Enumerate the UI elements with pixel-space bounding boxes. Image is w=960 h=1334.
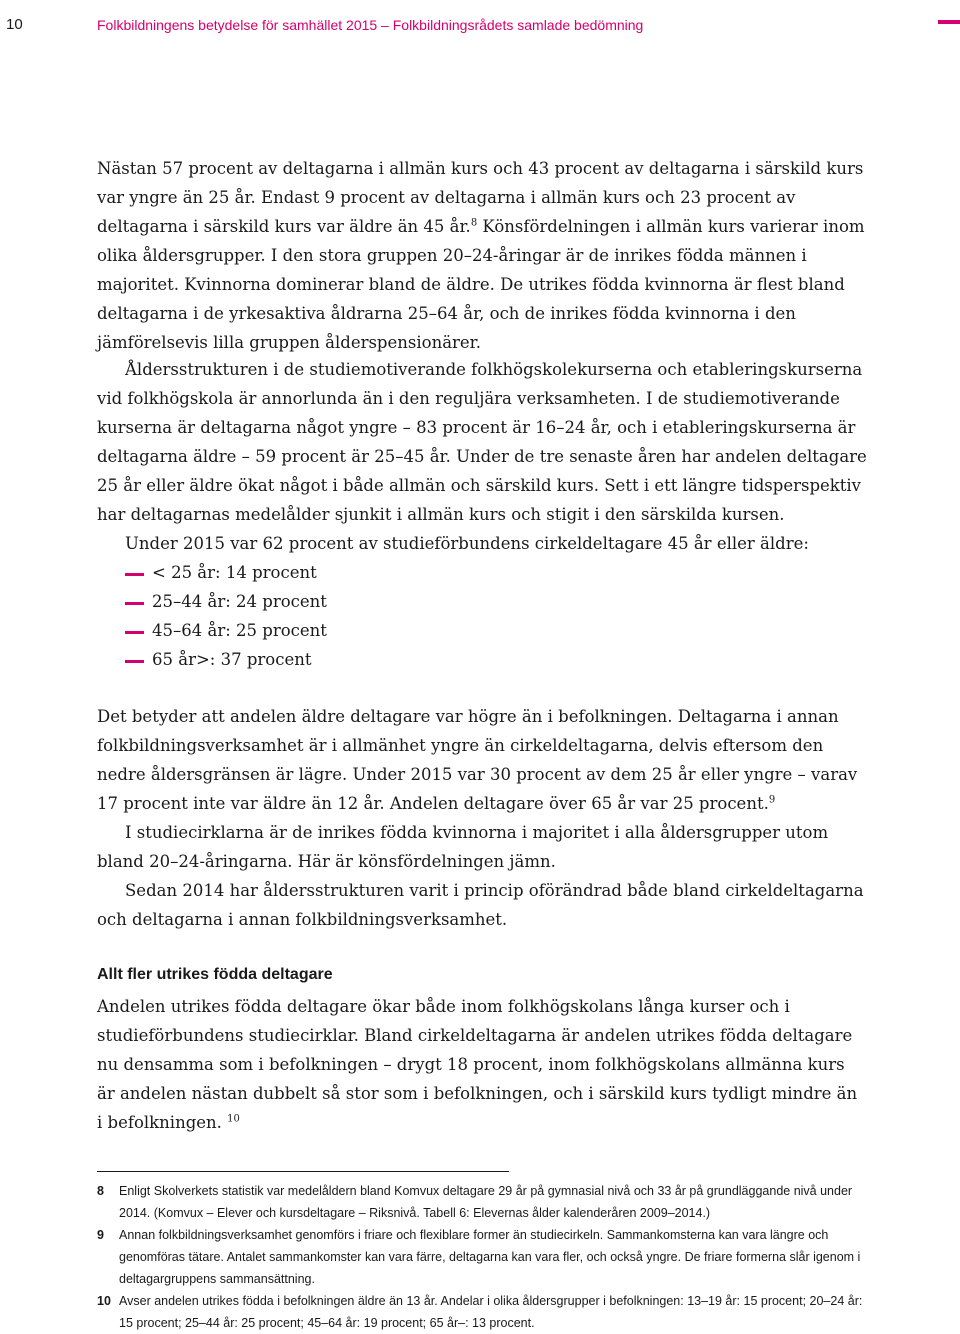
paragraph-text: Könsfördelningen i allmän kurs varierar inom olika åldersgrupper. I den stora gruppen 20–24-åringar är de inrikes födda männen i majoritet. Kvinnorna dominerar bland de äldre. De utrikes födda kvinnorna är flest bland deltagarna i de yrkesaktiva åldrarna 25–64 år, och de inrikes födda kvinnorna i den jämförelsevis lilla gruppen ålderspensionärer. bbox=[97, 217, 865, 352]
footnote-8 bbox=[97, 1180, 867, 1224]
list-item bbox=[125, 645, 327, 674]
dash-bullet-icon bbox=[125, 602, 144, 605]
paragraph-study-circles: I studiecirklarna är de inrikes födda kvinnorna i majoritet i alla åldersgrupper utom bland 20–24-åringarna. Här är könsfördelningen jämn. bbox=[97, 823, 829, 871]
paragraph-unchanged-structure: Sedan 2014 har åldersstrukturen varit i princip oförändrad både bland cirkeldeltagarna och deltagarna i annan folkbildningsverksamhet. bbox=[97, 881, 864, 929]
list-item-text: < 25 år: 14 procent bbox=[152, 563, 317, 582]
footnote-text: Annan folkbildningsverksamhet genomförs i friare och flexiblare former än studiecirkeln. Sammankomsterna kan vara längre och genomföras tätare. Antalet sammankomster kan vara färre, deltagarna kan vara fler, och också yngre. De friare formerna slår igenom i deltagargruppens sammansättning. bbox=[119, 1228, 861, 1286]
footnote-number: 10 bbox=[97, 1294, 111, 1308]
dash-bullet-icon bbox=[125, 631, 144, 634]
page-header bbox=[0, 0, 960, 50]
page-number: 10 bbox=[6, 16, 23, 33]
paragraph-age-distribution bbox=[97, 154, 867, 357]
list-item bbox=[125, 616, 327, 645]
footnote-number: 9 bbox=[97, 1228, 104, 1242]
footnote-ref-8[interactable]: 8 bbox=[470, 217, 478, 229]
footnote-number: 8 bbox=[97, 1184, 104, 1198]
footnote-text: Enligt Skolverkets statistik var medelåldern bland Komvux deltagare 29 år på gymnasial nivå och 33 år på grundläggande nivå under 2014. (Komvux – Elever och kursdeltagare – Riksnivå. Tabell 6: Elevernas ålder kalenderåren 2009–2014.) bbox=[119, 1184, 853, 1220]
paragraph-text: Nästan 57 procent av deltagarna i allmän kurs och 43 procent av deltagarna i särskild kurs var yngre än 25 år. Endast 9 procent av deltagarna i allmän kurs och 23 procent av deltagarna i särskild kurs var äldre än 45 år. bbox=[97, 159, 864, 236]
footnote-ref-10[interactable]: 10 bbox=[227, 1113, 240, 1125]
dash-bullet-icon bbox=[125, 660, 144, 663]
footnote-9 bbox=[97, 1224, 867, 1290]
footnote-10 bbox=[97, 1290, 867, 1334]
footnote-text: Avser andelen utrikes födda i befolkningen äldre än 13 år. Andelar i olika åldersgrupper i befolkningen: 13–19 år: 15 procent; 20–24 år: 15 procent; 25–44 år: 25 procent; 45–64 år: 19 procent; 65 år–: 13 procent. bbox=[119, 1294, 863, 1330]
paragraph-foreign-born bbox=[97, 992, 867, 1137]
age-group-list bbox=[125, 558, 327, 674]
dash-bullet-icon bbox=[125, 573, 144, 576]
paragraph-text: Andelen utrikes födda deltagare ökar både inom folkhögskolans långa kurser och i studieförbundens studiecirklar. Bland cirkeldeltagarna är andelen utrikes födda deltagare nu densamma som i befolkningen – drygt 18 procent, inom folkhögskolans allmänna kurs är andelen nästan dubbelt så stor som i befolkningen, och i särskild kurs tydligt mindre än i befolkningen. bbox=[97, 997, 858, 1132]
list-item bbox=[125, 558, 327, 587]
running-title: Folkbildningens betydelse för samhället 2015 – Folkbildningsrådets samlade bedömning bbox=[97, 17, 644, 33]
list-item bbox=[125, 587, 327, 616]
section-heading: Allt fler utrikes födda deltagare bbox=[97, 966, 333, 983]
paragraph-text: Det betyder att andelen äldre deltagare var högre än i befolkningen. Deltagarna i annan folkbildningsverksamhet är i allmänhet yngre än cirkeldeltagarna, delvis eftersom den nedre åldersgränsen är lägre. Under 2015 var 30 procent av dem 25 år eller yngre – varav 17 procent inte var äldre än 12 år. Andelen deltagare över 65 år var 25 procent. bbox=[97, 707, 858, 813]
footnote-ref-9[interactable]: 9 bbox=[768, 794, 776, 806]
paragraph-age-structure: Åldersstrukturen i de studiemotiverande folkhögskolekurserna och etableringskurserna vid folkhögskola är annorlunda än i den reguljära verksamheten. I de studiemotiverande kurserna är deltagarna något yngre – 83 procent är 16–24 år, och i etableringskurserna är deltagarna äldre – 59 procent är 25–45 år. Under de tre senaste åren har andelen deltagare 25 år eller äldre ökat något i både allmän och särskild kurs. Sett i ett längre tidsperspektiv har deltagarnas medelålder sjunkit i allmän kurs och stigit i den särskilda kursen. bbox=[97, 360, 867, 524]
list-item-text: 45–64 år: 25 procent bbox=[152, 621, 327, 640]
footnote-divider bbox=[97, 1171, 509, 1172]
corner-accent-mark bbox=[938, 20, 960, 24]
paragraph-study-associations: Under 2015 var 62 procent av studieförbundens cirkeldeltagare 45 år eller äldre: bbox=[125, 534, 809, 553]
paragraph-older-participants bbox=[97, 702, 867, 818]
list-item-text: 65 år>: 37 procent bbox=[152, 650, 312, 669]
list-item-text: 25–44 år: 24 procent bbox=[152, 592, 327, 611]
